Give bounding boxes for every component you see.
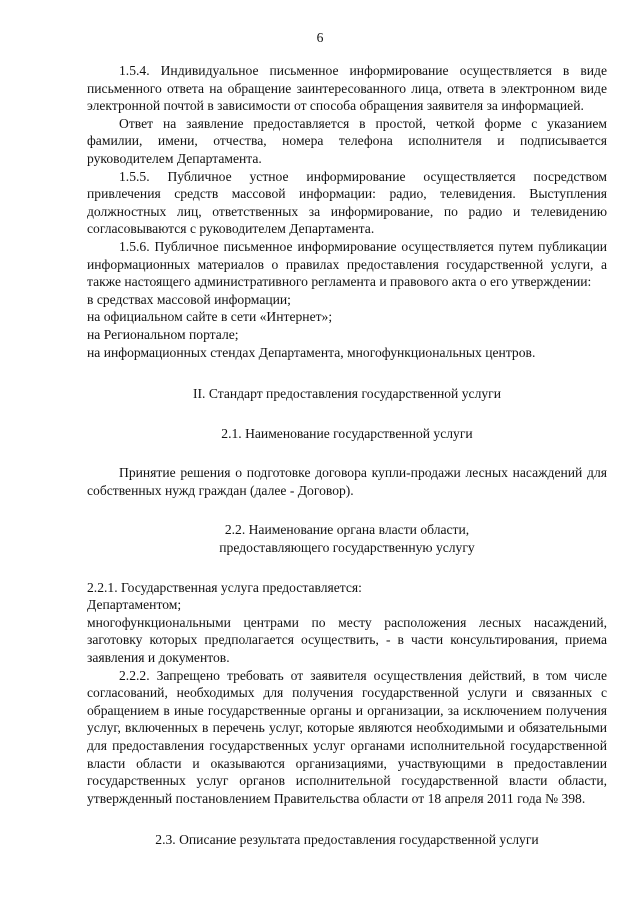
- list-item: в средствах массовой информации;: [87, 291, 291, 307]
- heading-2-2-line-1: 2.2. Наименование органа власти области,: [224, 522, 470, 538]
- list-item: на официальном сайте в сети «Интернет»;: [87, 309, 333, 325]
- heading-2-2-line-2: предоставляющего государственную услугу: [219, 540, 475, 556]
- paragraph-answer-form: Ответ на заявление предоставляется в простой, четкой форме с указанием фамилии, имени, отчества, номера телефона исполнителя и подписывается руководителем Департамента.: [87, 115, 607, 166]
- heading-2-3: 2.3. Описание результата предоставления государственной услуги: [155, 832, 539, 848]
- heading-2-1: 2.1. Наименование государственной услуги: [221, 425, 473, 441]
- list-item: на информационных стендах Департамента, многофункциональных центров.: [87, 344, 536, 360]
- paragraph-2-2-1-b: многофункциональными центрами по месту расположения лесных насаждений, заготовку которых предполагается осуществить, - в части консультирования, приема заявления и документов.: [87, 614, 607, 666]
- paragraph-2-2-1: 2.2.1. Государственная услуга предоставляется:: [87, 579, 362, 595]
- paragraph-1-5-4: 1.5.4. Индивидуальное письменное информирование осуществляется в виде письменного ответа на обращение заинтересованного лица, ответа в электронном виде электронной почтой в зависимости от способа обращения заявителя за информацией.: [87, 63, 607, 114]
- paragraph-1-5-5: 1.5.5. Публичное устное информирование осуществляется посредством привлечения средств массовой информации: радио, телевидения. Выступления должностных лиц, ответственных за информирование, по радио и телевидению согласовываются с руководителем Департамента.: [87, 168, 607, 237]
- document-body: [87, 62, 607, 849]
- page-number: 6: [316, 30, 324, 45]
- paragraph-2-2-2: 2.2.2. Запрещено требовать от заявителя осуществления действий, в том числе согласований, необходимых для получения государственной услуги и связанных с обращением в иные государственные органы и организации, за исключением получения услуг, включенных в перечень услуг, которые являются необходимыми и обязательными для предоставления государственных услуг органами исполнительной государственной власти области и оказываются организациями, участвующими в предоставлении государственных услуг органов исполнительной государственной власти области, утвержденный постановлением Правительства области от 18 апреля 2011 года № 398.: [87, 667, 607, 806]
- paragraph-2-2-1-a: Департаментом;: [87, 597, 182, 613]
- list-item: на Региональном портале;: [87, 326, 239, 342]
- paragraph-2-1: Принятие решения о подготовке договора купли-продажи лесных насаждений для собственных нужд граждан (далее - Договор).: [87, 465, 607, 498]
- section-2-heading: II. Стандарт предоставления государственной услуги: [192, 386, 501, 402]
- heading-2-2: [87, 521, 607, 556]
- paragraph-1-5-6: 1.5.6. Публичное письменное информирование осуществляется путем публикации информационных материалов о правилах предоставления государственной услуги, а также настоящего административного регламента и правового акта о его утверждении:: [87, 238, 607, 290]
